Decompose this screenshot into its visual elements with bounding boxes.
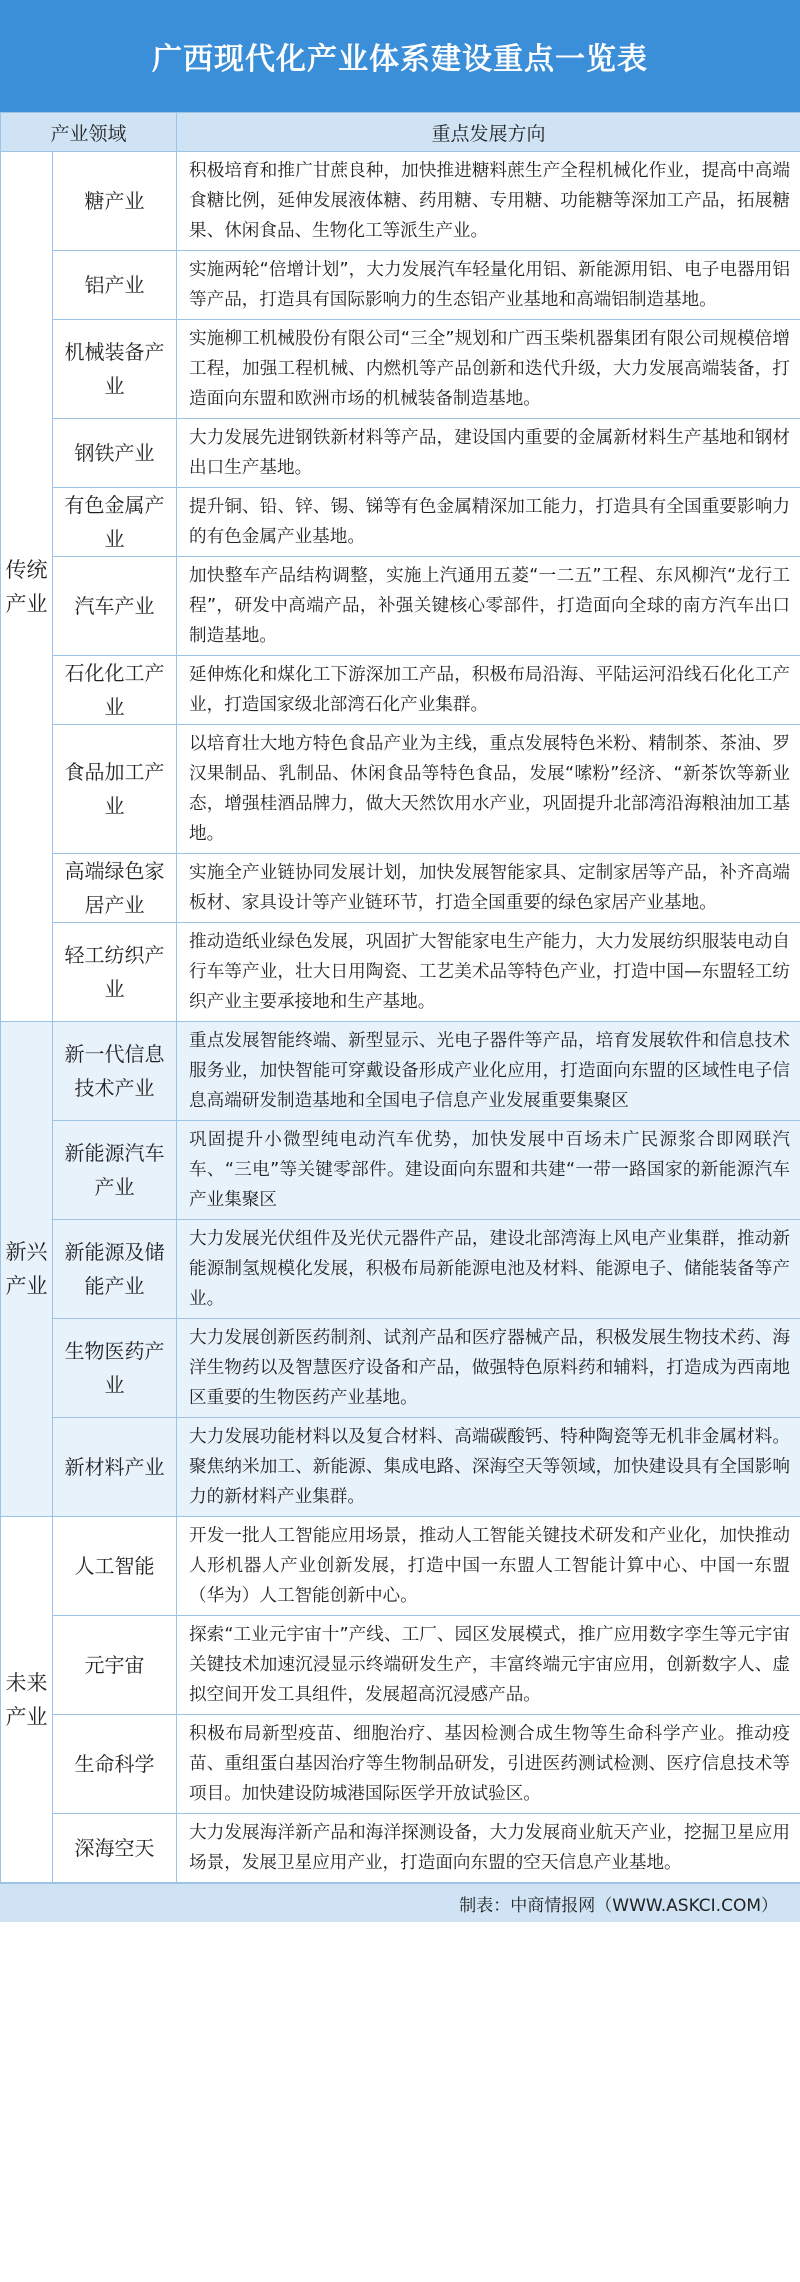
development-direction-cell: 开发一批人工智能应用场景，推动人工智能关键技术研发和产业化，加快推动人形机器人产业创新发展，打造中国一东盟人工智能计算中心、中国一东盟（华为）人工智能创新中心。 — [177, 1517, 800, 1616]
header-direction: 重点发展方向 — [177, 113, 800, 152]
development-direction-cell: 延伸炼化和煤化工下游深加工产品，积极布局沿海、平陆运河沿线石化化工产业，打造国家级北部湾石化产业集群。 — [177, 656, 800, 725]
category-cell: 传统 产业 — [1, 152, 53, 1022]
development-direction-cell: 巩固提升小微型纯电动汽车优势，加快发展中百场未广民源浆合即网联汽车、“三电”等关键零部件。建设面向东盟和共建“一带一路国家的新能源汽车产业集聚区 — [177, 1121, 800, 1220]
header-field: 产业领域 — [1, 113, 177, 152]
industry-name-cell: 生命科学 — [53, 1715, 177, 1814]
development-direction-cell: 以培育壮大地方特色食品产业为主线，重点发展特色米粉、精制茶、茶油、罗汉果制品、乳制品、休闲食品等特色食品，发展“嗦粉”经济、“新茶饮等新业态，增强桂酒品牌力，做大天然饮用水产业，巩固提升北部湾沿海粮油加工基地。 — [177, 725, 800, 854]
table-row — [1, 725, 800, 854]
industry-name-cell: 人工智能 — [53, 1517, 177, 1616]
industry-name-cell: 深海空天 — [53, 1814, 177, 1883]
industry-table — [0, 112, 800, 1883]
industry-name-cell: 元宇宙 — [53, 1616, 177, 1715]
table-row — [1, 854, 800, 923]
table-row — [1, 923, 800, 1022]
industry-name-cell: 石化化工产业 — [53, 656, 177, 725]
development-direction-cell: 大力发展光伏组件及光伏元器件产品，建设北部湾海上风电产业集群，推动新能源制氢规模化发展，积极布局新能源电池及材料、能源电子、储能装备等产业。 — [177, 1220, 800, 1319]
development-direction-cell: 提升铜、铅、锌、锡、锑等有色金属精深加工能力，打造具有全国重要影响力的有色金属产业基地。 — [177, 488, 800, 557]
development-direction-cell: 积极布局新型疫苗、细胞治疗、基因检测合成生物等生命科学产业。推动疫苗、重组蛋白基因治疗等生物制品研发，引进医药测试检测、医疗信息技术等项目。加快建设防城港国际医学开放试验区。 — [177, 1715, 800, 1814]
development-direction-cell: 大力发展海洋新产品和海洋探测设备，大力发展商业航天产业，挖掘卫星应用场景，发展卫星应用产业，打造面向东盟的空天信息产业基地。 — [177, 1814, 800, 1883]
table-row — [1, 1220, 800, 1319]
industry-name-cell: 新材料产业 — [53, 1418, 177, 1517]
source-note: 制表：中商情报网（WWW.ASKCI.COM） — [0, 1883, 800, 1922]
table-row — [1, 1022, 800, 1121]
table-row — [1, 557, 800, 656]
table-row — [1, 251, 800, 320]
table-body — [1, 152, 800, 1883]
industry-name-cell: 汽车产业 — [53, 557, 177, 656]
industry-name-cell: 铝产业 — [53, 251, 177, 320]
table-row — [1, 488, 800, 557]
industry-name-cell: 机械装备产业 — [53, 320, 177, 419]
table-header-row — [1, 113, 800, 152]
industry-name-cell: 新能源汽车产业 — [53, 1121, 177, 1220]
development-direction-cell: 实施全产业链协同发展计划，加快发展智能家具、定制家居等产品，补齐高端板材、家具设计等产业链环节，打造全国重要的绿色家居产业基地。 — [177, 854, 800, 923]
table-row — [1, 320, 800, 419]
development-direction-cell: 实施两轮“倍增计划”，大力发展汽车轻量化用铝、新能源用铝、电子电器用铝等产品，打造具有国际影响力的生态铝产业基地和高端铝制造基地。 — [177, 251, 800, 320]
industry-name-cell: 新能源及储能产业 — [53, 1220, 177, 1319]
table-row — [1, 1418, 800, 1517]
table-row — [1, 656, 800, 725]
industry-name-cell: 高端绿色家居产业 — [53, 854, 177, 923]
industry-name-cell: 轻工纺织产业 — [53, 923, 177, 1022]
industry-name-cell: 生物医药产业 — [53, 1319, 177, 1418]
industry-name-cell: 新一代信息技术产业 — [53, 1022, 177, 1121]
table-row — [1, 152, 800, 251]
development-direction-cell: 实施柳工机械股份有限公司“三全”规划和广西玉柴机器集团有限公司规模倍增工程，加强工程机械、内燃机等产品创新和迭代升级，大力发展高端装备，打造面向东盟和欧洲市场的机械装备制造基地。 — [177, 320, 800, 419]
development-direction-cell: 加快整车产品结构调整，实施上汽通用五菱“一二五”工程、东风柳汽“龙行工程”，研发中高端产品，补强关键核心零部件，打造面向全球的南方汽车出口制造基地。 — [177, 557, 800, 656]
page-title: 广西现代化产业体系建设重点一览表 — [0, 0, 800, 112]
development-direction-cell: 重点发展智能终端、新型显示、光电子器件等产品，培育发展软件和信息技术服务业，加快智能可穿戴设备形成产业化应用，打造面向东盟的区域性电子信息高端研发制造基地和全国电子信息产业发展重要集聚区 — [177, 1022, 800, 1121]
development-direction-cell: 推动造纸业绿色发展，巩固扩大智能家电生产能力，大力发展纺织服装电动自行车等产业，壮大日用陶瓷、工艺美术品等特色产业，打造中国—东盟轻工纺织产业主要承接地和生产基地。 — [177, 923, 800, 1022]
table-row — [1, 1121, 800, 1220]
development-direction-cell: 大力发展创新医药制剂、试剂产品和医疗器械产品，积极发展生物技术药、海洋生物药以及智慧医疗设备和产品，做强特色原料药和辅料，打造成为西南地区重要的生物医药产业基地。 — [177, 1319, 800, 1418]
table-row — [1, 1715, 800, 1814]
table-row — [1, 1517, 800, 1616]
table-row — [1, 419, 800, 488]
category-cell: 未来 产业 — [1, 1517, 53, 1883]
table-row — [1, 1319, 800, 1418]
development-direction-cell: 探索“工业元宇宙十”产线、工厂、园区发展模式，推广应用数字孪生等元宇宙关键技术加速沉浸显示终端研发生产，丰富终端元宇宙应用，创新数字人、虚拟空间开发工具组件，发展超高沉浸感产品。 — [177, 1616, 800, 1715]
industry-name-cell: 糖产业 — [53, 152, 177, 251]
industry-name-cell: 食品加工产业 — [53, 725, 177, 854]
table-row — [1, 1616, 800, 1715]
industry-name-cell: 有色金属产业 — [53, 488, 177, 557]
development-direction-cell: 积极培育和推广甘蔗良种，加快推进糖料蔗生产全程机械化作业，提高中高端食糖比例，延伸发展液体糖、药用糖、专用糖、功能糖等深加工产品，拓展糖果、休闲食品、生物化工等派生产业。 — [177, 152, 800, 251]
development-direction-cell: 大力发展先进钢铁新材料等产品，建设国内重要的金属新材料生产基地和钢材出口生产基地。 — [177, 419, 800, 488]
category-cell: 新兴 产业 — [1, 1022, 53, 1517]
table-row — [1, 1814, 800, 1883]
development-direction-cell: 大力发展功能材料以及复合材料、高端碳酸钙、特种陶瓷等无机非金属材料。聚焦纳米加工、新能源、集成电路、深海空天等领域，加快建设具有全国影响力的新材料产业集群。 — [177, 1418, 800, 1517]
industry-name-cell: 钢铁产业 — [53, 419, 177, 488]
